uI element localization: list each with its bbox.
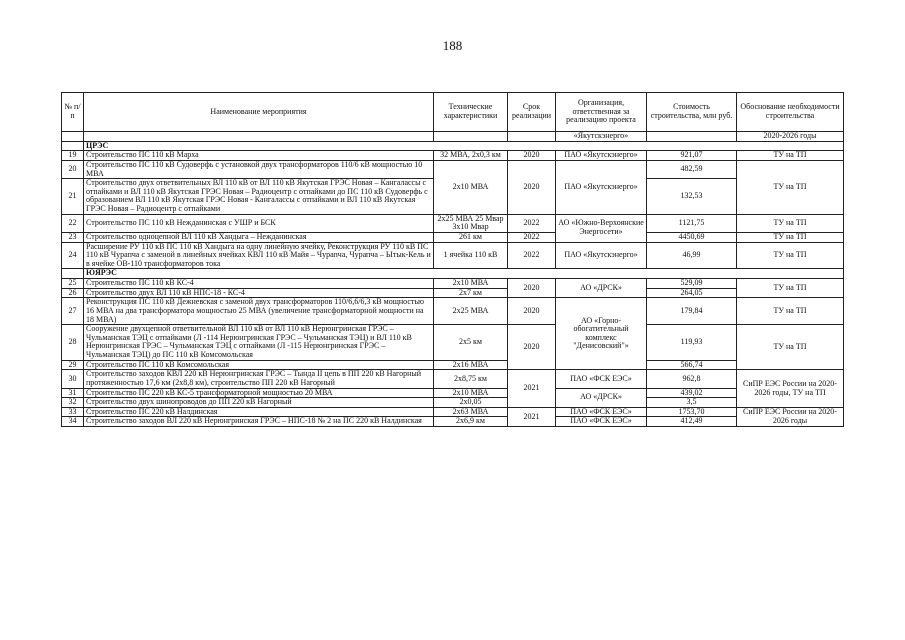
carry-basis: 2020-2026 годы [737, 132, 844, 142]
table-row: 33 Строительство ПС 220 кВ Налдинская 2х63 МВА 2021 ПАО «ФСК ЕЭС» 1753,70 СиПР ЕЭС России на 2020-2026 годы [62, 407, 844, 417]
header-cost: Стоимость строительства, млн руб. [647, 93, 737, 132]
table-row: 27 Реконструкция ПС 110 кВ Дежневская с заменой двух трансформаторов 110/6,6/6,3 кВ мощностью 16 МВА на два трансформатора мощностью 25 МВА (увеличение трансформаторной мощности на 18 МВА) 2х25 МВА 2020 АО «Горно-обогатительный комплекс "Денисовский"» 179,84 ТУ на ТП [62, 298, 844, 325]
table-row: 23 Строительство одноцепной ВЛ 110 кВ Хандыга – Нежданинская 261 км 2022 4450,69 ТУ на ТП [62, 232, 844, 242]
table-row: 29 Строительство ПС 110 кВ Комсомольская 2х16 МВА 566,74 [62, 360, 844, 370]
table-row: 19 Строительство ПС 110 кВ Марха 32 МВА, 2х0,3 км 2020 ПАО «Якутскэнерго» 921,07 ТУ на ТП [62, 151, 844, 161]
section-title: ЮЯРЭС [84, 269, 844, 279]
carry-org: «Якутскэнерго» [556, 132, 647, 142]
table-row: 21 Строительство двух ответвительных ВЛ 110 кВ от ВЛ 110 кВ Якутская ГРЭС Новая – Кангалассы с отпайками и ВЛ 110 кВ Якутская ГРЭС Новая – Радиоцентр с отпайками до ПС 110 кВ Судоверфь с образованием ВЛ 110 кВ Якутская ГРЭС Новая - Кангалассы с отпайками и ВЛ 110 кВ Якутская ГРЭС Новая – Радиоцентр с отпайками 132,53 [62, 179, 844, 215]
table-row: 31 Строительство ПС 220 кВ КС-5 трансформаторной мощностью 20 МВА 2х10 МВА АО «ДРСК» 439,02 [62, 388, 844, 398]
header-tech: Технические характеристики [434, 93, 508, 132]
table-row: 20 Строительство ПС 110 кВ Судоверфь с установкой двух трансформаторов 110/6 кВ мощностью 10 МВА 2х10 МВА 2020 ПАО «Якутскэнерго» 482,59 ТУ на ТП [62, 160, 844, 178]
section-title: ЦРЭС [84, 141, 844, 151]
section-row [62, 269, 844, 279]
table-row: 32 Строительство двух шинопроводов до ПП 220 кВ Нагорный 2х0,05 3,5 [62, 398, 844, 408]
table-row: 34 Строительство заходов ВЛ 220 кВ Нерюнгринская ГРЭС – НПС-18 № 2 на ПС 220 кВ Налдинская 2х6,9 км ПАО «ФСК ЕЭС» 412,49 [62, 417, 844, 427]
table-row: 30 Строительство заходов КВЛ 220 кВ Нерюнгринская ГРЭС – Тында II цепь в ПП 220 кВ Нагорный протяженностью 17,6 км (2х8,8 км), строительство ПП 220 кВ Нагорный 2х8,75 км 2021 ПАО «ФСК ЕЭС» 962,8 СиПР ЕЭС России на 2020-2026 годы, ТУ на ТП [62, 370, 844, 388]
header-org: Организация, ответственная за реализацию проекта [556, 93, 647, 132]
header-row [62, 93, 844, 132]
table-row: 26 Строительство двух ВЛ 110 кВ НПС-18 - КС-4 2х7 км 264,05 [62, 288, 844, 298]
table-row: 28 Сооружение двухцепной ответвительной ВЛ 110 кВ от ВЛ 110 кВ Нерюнгринская ГРЭС – Чульманская ТЭЦ с отпайками (Л -114 Нерюнгринская ГРЭС – Чульманская ТЭЦ) и ВЛ 110 кВ Нерюнгринская ГРЭС – Чульманская ТЭЦ с отпайками (Л -115 Нерюнгринская ГРЭС – Чульманская ТЭЦ) до ПС 110 кВ Комсомольская 2х5 км 2020 119,93 ТУ на ТП [62, 325, 844, 361]
investment-program-table [61, 92, 844, 427]
table-row: 24 Расширение РУ 110 кВ ПС 110 кВ Хандыга на одну линейную ячейку, Реконструкция РУ 110 кВ ПС 110 кВ Чурапча с заменой в линейных ячейках КВЛ 110 кВ Майя – Чурапча, Чурапча – Ытык-Кель и в ячейке ОВ-110 трансформаторов тока 1 ячейка 110 кВ 2022 ПАО «Якутскэнерго» 46,99 ТУ на ТП [62, 242, 844, 269]
header-name: Наименование мероприятия [84, 93, 434, 132]
section-row [62, 141, 844, 151]
carry-over-row [62, 132, 844, 142]
header-num: № п/п [62, 93, 84, 132]
table-row: 25 Строительство ПС 110 кВ КС-4 2х10 МВА 2020 АО «ДРСК» 529,09 ТУ на ТП [62, 279, 844, 289]
header-term: Срок реализации [508, 93, 556, 132]
header-basis: Обоснование необходимости строительства [737, 93, 844, 132]
page-number: 188 [442, 38, 463, 53]
table-row: 22 Строительство ПС 110 кВ Нежданинская с УШР и БСК 2х25 МВА 25 Мвар 3х10 Мвар 2022 АО «Южно-Верхоянские Энергосети» 1121,75 ТУ на ТП [62, 214, 844, 232]
